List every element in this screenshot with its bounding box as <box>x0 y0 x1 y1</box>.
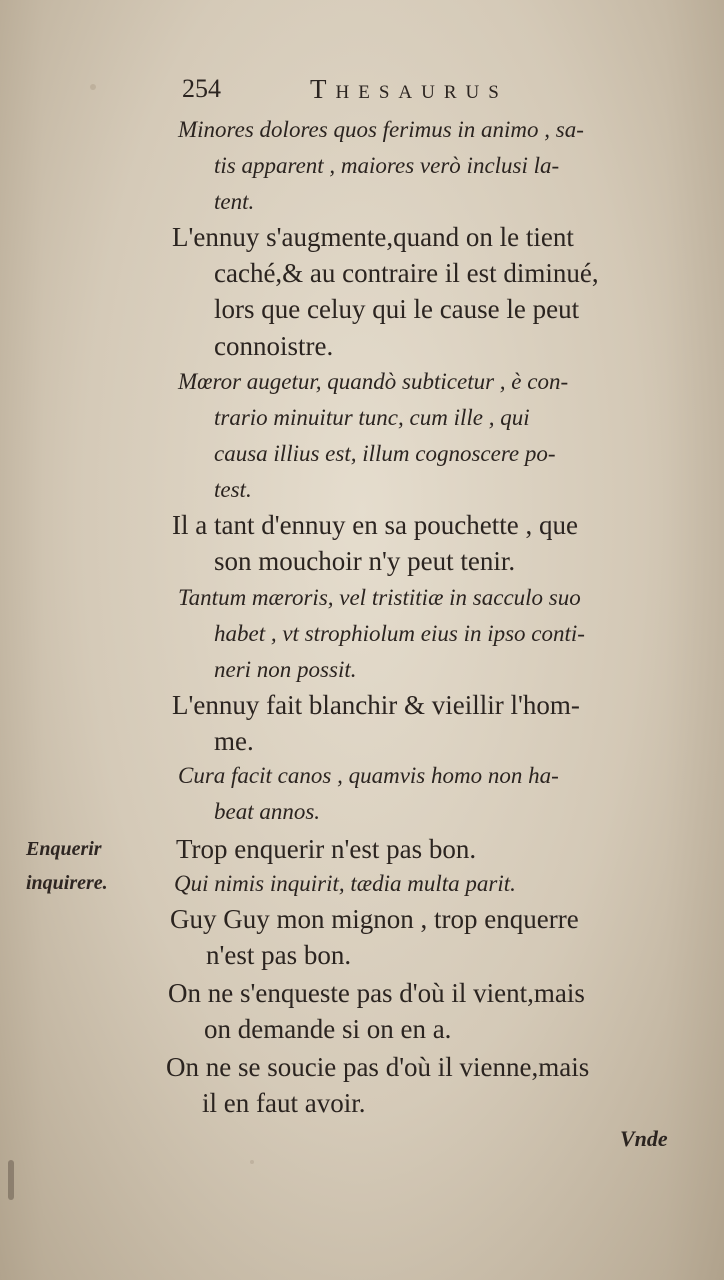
catchword: Vnde <box>620 1126 668 1151</box>
text-line: Trop enquerir n'est pas bon. <box>176 834 477 864</box>
margin-note: Enquerir <box>26 838 102 860</box>
text-line: il en faut avoir. <box>202 1088 366 1118</box>
text-line: Cura facit canos , quamvis homo non ha- <box>178 763 559 788</box>
text-line: On ne s'enqueste pas d'où il vient,mais <box>168 978 585 1008</box>
text-line: connoistre. <box>214 331 334 361</box>
text-line: causa illius est, illum cognoscere po- <box>214 441 556 466</box>
paper-stain <box>250 1160 254 1164</box>
text-line: Qui nimis inquirit, tædia multa parit. <box>174 871 516 896</box>
text-line: test. <box>214 477 252 502</box>
text-line: Il a tant d'ennuy en sa pouchette , que <box>172 510 578 540</box>
text-line: lors que celuy qui le cause le peut <box>214 294 580 324</box>
text-line: tis apparent , maiores verò inclusi la- <box>214 153 560 178</box>
text-line: Tantum mæroris, vel tristitiæ in sacculo suo <box>178 585 581 610</box>
page-number: 254 <box>182 74 221 103</box>
margin-note: inquirere. <box>26 872 108 894</box>
running-title: Thesaurus <box>310 74 508 104</box>
running-header <box>182 74 508 104</box>
text-line: me. <box>214 726 254 756</box>
paper-stain <box>90 84 96 90</box>
text-line: On ne se soucie pas d'où il vienne,mais <box>166 1052 590 1082</box>
paper-stain <box>8 1160 14 1200</box>
text-line: caché,& au contraire il est diminué, <box>214 258 599 288</box>
text-line: neri non possit. <box>214 657 357 682</box>
text-line: habet , vt strophiolum eius in ipso conti- <box>214 621 585 646</box>
text-line: n'est pas bon. <box>206 940 352 970</box>
text-line: son mouchoir n'y peut tenir. <box>214 546 516 576</box>
text-line: beat annos. <box>214 799 321 824</box>
text-line: trario minuitur tunc, cum ille , qui <box>214 405 530 430</box>
text-line: tent. <box>214 189 255 214</box>
text-line: Mœror augetur, quandò subticetur , è con- <box>178 369 569 394</box>
text-line: L'ennuy fait blanchir & vieillir l'hom- <box>172 690 580 720</box>
text-line: Guy Guy mon mignon , trop enquerre <box>170 904 579 934</box>
text-line: on demande si on en a. <box>204 1014 452 1044</box>
text-line: Minores dolores quos ferimus in animo , sa- <box>178 117 584 142</box>
text-line: L'ennuy s'augmente,quand on le tient <box>172 222 574 252</box>
